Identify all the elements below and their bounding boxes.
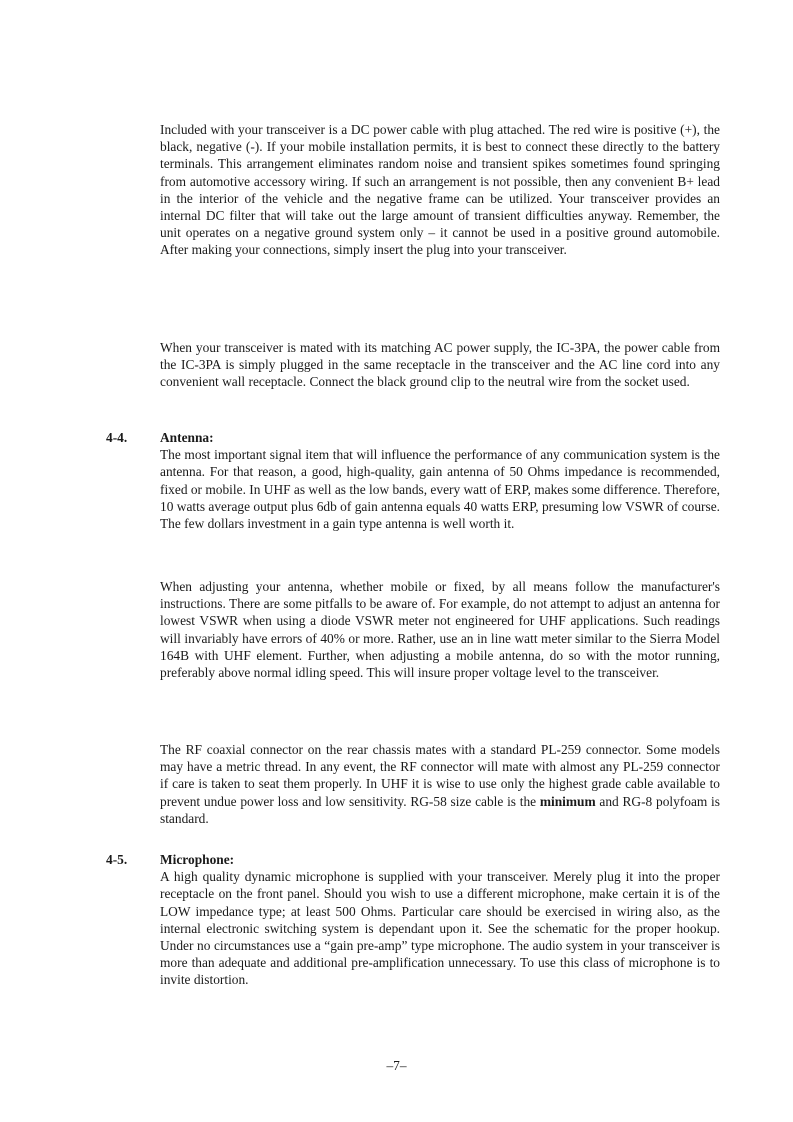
section-4-4-title: Antenna:	[160, 430, 214, 445]
dc-power-paragraph	[160, 121, 720, 259]
antenna-p3-after: and RG-8 polyfoam is standard.	[160, 793, 720, 826]
page-number: –7–	[386, 1058, 407, 1073]
antenna-paragraph-2: When adjusting your antenna, whether mobile or fixed, by all means follow the manufacturer's instructions. There are some pitfalls to be aware of. For example, do not attempt to adjust an antenna for lowest VSWR when using a diode VSWR meter not engineered for UHF applications. Such readings will invariably have errors of 40% or more. Rather, use an in line watt meter similar to the Sierra Model 164B with UHF element. Further, when adjusting a mobile antenna, do so with the motor running, preferably above normal idling speed. This will insure proper voltage level to the transceiver.	[160, 579, 720, 681]
antenna-paragraph-3	[160, 741, 720, 827]
section-4-5-microphone	[160, 851, 720, 989]
ac-power-paragraph	[160, 339, 720, 391]
antenna-paragraph-3-block	[160, 741, 720, 827]
antenna-paragraph-1: The most important signal item that will influence the performance of any communication system is the antenna. For that reason, a good, high-quality, gain antenna of 50 Ohms impedance is recommended, fixed or mobile. In UHF as well as the low bands, every watt of ERP, makes some difference. Therefore, 10 watts average output plus 6db of gain antenna equals 40 watts ERP, presuming low VSWR of course. The few dollars investment in a gain type antenna is well worth it.	[160, 447, 720, 532]
microphone-paragraph: A high quality dynamic microphone is supplied with your transceiver. Merely plug it into the proper receptacle on the front panel. Should you wish to use a different microphone, make certain it is of the LOW impedance type; at least 500 Ohms. Particular care should be exercised in wiring also, as the internal electronic switching system is dependant upon it. See the schematic for the proper hookup. Under no circumstances use a “gain pre-amp” type microphone. The audio system in your transceiver is more than adequate and additional pre-amplification unnecessary. To use this class of microphone is to invite distortion.	[160, 869, 720, 988]
section-4-4-number: 4-4.	[106, 430, 128, 445]
section-4-5-number: 4-5.	[106, 852, 128, 867]
antenna-p3-before: The RF coaxial connector on the rear chassis mates with a standard PL-259 connector. Some models may have a metric thread. In any event, the RF connector will mate with almost any PL-259 connector if care is taken to seat them properly. In UHF it is wise to use only the highest grade cable available to prevent undue power loss and low sensitivity. RG-58 size cable is the	[160, 742, 720, 809]
ac-power-text: When your transceiver is mated with its matching AC power supply, the IC-3PA, the power cable from the IC-3PA is simply plugged in the same receptacle in the transceiver and the AC line cord into any convenient wall receptacle. Connect the black ground clip to the neutral wire from the socket used.	[160, 340, 720, 390]
dc-power-text: Included with your transceiver is a DC power cable with plug attached. The red wire is positive (+), the black, negative (-). If your mobile installation permits, it is best to connect these directly to the battery terminals. This arrangement eliminates random noise and transient spikes sometimes found springing from automotive accessory wiring. If such an arrangement is not possible, then any convenient B+ lead in the interior of the vehicle and the negative frame can be utilized. Your transceiver provides an internal DC filter that will take out the large amount of transient difficulties anyway. Remember, the unit operates on a negative ground system only – it cannot be used in a positive ground automobile. After making your connections, simply insert the plug into your transceiver.	[160, 122, 720, 258]
antenna-p3-bold: minimum	[539, 793, 596, 809]
section-4-4-antenna	[160, 429, 720, 532]
antenna-paragraph-2-block	[160, 578, 720, 681]
section-4-5-title: Microphone:	[160, 852, 235, 867]
